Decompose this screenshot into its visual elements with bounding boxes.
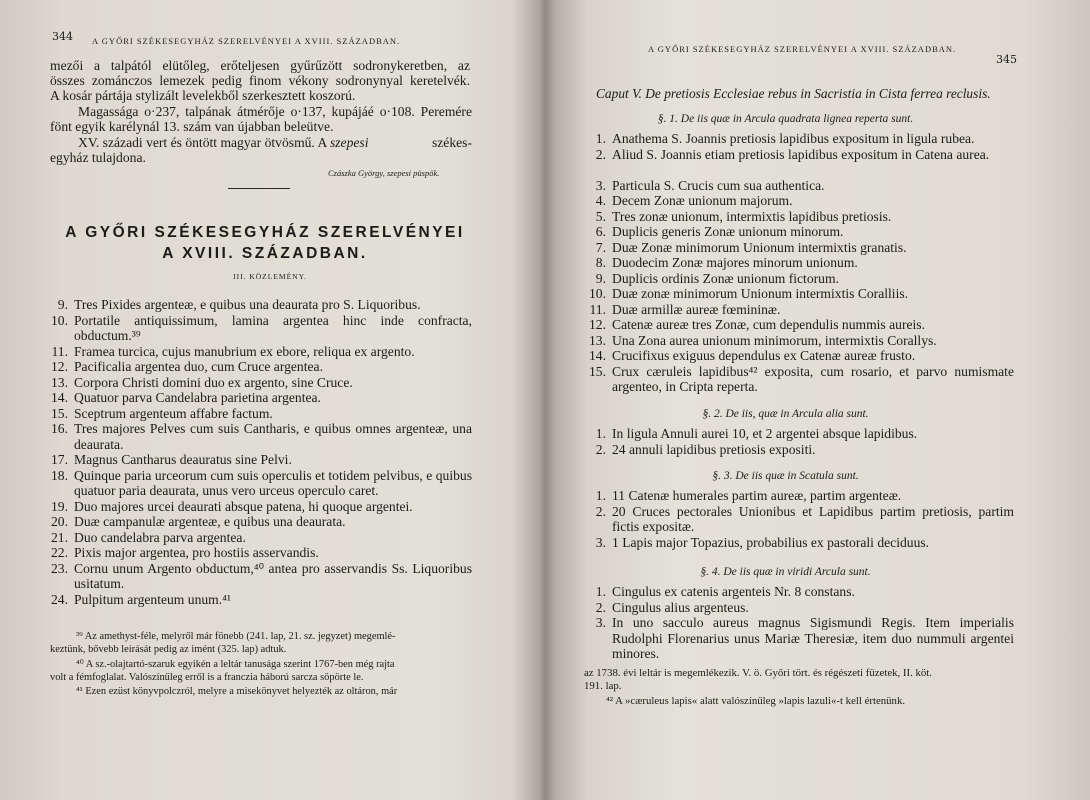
item-number: 23. (51, 560, 68, 576)
right-page (548, 0, 1090, 800)
footnote-line: 191. lap. (584, 680, 622, 692)
text-line: A kosár pártája stylizált levelekből szerkesztett koszorú. (50, 88, 356, 103)
running-head: A GYŐRI SZÉKESEGYHÁZ SZERELVÉNYEI A XVIII. SZÁZADBAN. (648, 44, 957, 54)
item-number: 1. (595, 584, 606, 599)
section-heading: §. 2. De iis, quæ in Arcula alia sunt. (702, 408, 869, 420)
text-segment: XV. századi vert és öntött magyar ötvösmű. A (78, 135, 327, 150)
item-text: Duæ zonæ minimorum Unionum intermixtis Coralliis. (612, 286, 909, 301)
text-line (78, 135, 472, 150)
item-number: 6. (595, 224, 606, 239)
item-number: 13. (51, 374, 68, 390)
item-text: Duodecim Zonæ majores minorum unionum. (612, 255, 858, 270)
item-text: In uno sacculo aureus magnus Sigismundi Regis. Item imperialis Rudolphi Florenarius unus Mariæ Theresiæ, item duo nummuli argentei minores. (612, 615, 1014, 661)
section-heading: §. 4. De iis quæ in viridi Arcula sunt. (700, 566, 871, 578)
item-text: Tres Pixides argenteæ, e quibus una deaurata pro S. Liquoribus. (74, 297, 421, 312)
item-number: 11. (589, 301, 606, 317)
item-number: 9. (595, 270, 606, 286)
item-text: Una Zona aurea unionum minimorum, intermixtis Corallys. (612, 332, 937, 348)
text-line: fönt egyik karélynál 13. szám van újabban beleütve. (50, 119, 334, 134)
item-number: 7. (595, 239, 606, 255)
item-text: Pacificalia argentea duo, cum Cruce argentea. (74, 359, 323, 374)
item-text: Duæ campanulæ argenteæ, e quibus una deaurata. (74, 514, 346, 529)
item-number: 4. (595, 193, 606, 208)
item-text: Duplicis ordinis Zonæ unionum fictorum. (612, 270, 839, 286)
footnote-line: ³⁹ Az amethyst-féle, melyről már fönebb (241. lap, 21. sz. jegyzet) megemlé- (76, 631, 396, 642)
item-text: Duæ armillæ aureæ fœmininæ. (612, 301, 781, 317)
item-text: Particula S. Crucis cum sua authentica. (612, 177, 825, 193)
item-number: 8. (595, 255, 606, 270)
text-line: mezői a talpától elütőleg, erőteljesen gyűrűzött sodronykeretben, az (50, 58, 470, 73)
item-number: 5. (595, 208, 606, 224)
item-text: Duo candelabra parva argentea. (74, 529, 246, 545)
page-number: 344 (52, 30, 73, 43)
item-number: 2. (595, 441, 606, 457)
item-number: 9. (57, 297, 68, 312)
item-text: In ligula Annuli aurei 10, et 2 argentei absque lapidibus. (612, 426, 918, 441)
item-number: 15. (589, 363, 606, 379)
footnote-line: ⁴² A »cæruleus lapis« alatt valószínűleg »lapis lazuli«-t kell értenünk. (606, 695, 906, 707)
item-text: Pixis major argentea, pro hostiis asservandis. (74, 545, 319, 560)
item-number: 3. (595, 534, 606, 550)
item-text: Framea turcica, cujus manubrium ex ebore, reliqua ex argento. (74, 343, 415, 359)
item-text: Duæ Zonæ minimorum Unionum intermixtis granatis. (612, 239, 907, 255)
item-number: 14. (51, 390, 68, 405)
item-number: 1. (595, 426, 606, 441)
item-number: 1. (595, 488, 606, 503)
item-text: Quinque paria urceorum cum suis operculis et totidem pelvibus, e quibus quatuor paria deaurata, unus vero urceus operculo caret. (74, 467, 472, 498)
footnote-line: ⁴⁰ A sz.-olajtartó-szaruk egyikén a leltár tanusága szerint 1767-ben még rajta (76, 659, 395, 670)
section-heading: §. 3. De iis quæ in Scatula sunt. (712, 470, 859, 482)
item-number: 10. (589, 286, 606, 301)
item-number: 18. (51, 467, 68, 483)
item-text: Cingulus ex catenis argenteis Nr. 8 constans. (612, 584, 855, 599)
item-number: 17. (51, 452, 68, 467)
item-number: 19. (51, 498, 68, 514)
item-number: 1. (595, 131, 606, 146)
item-number: 16. (51, 421, 68, 436)
item-number: 11. (51, 343, 68, 359)
text-line: Magassága o·237, talpának átmérője o·137, kupájáé o·108. Peremére (78, 104, 472, 119)
item-text: Tres majores Pelves cum suis Cantharis, e quibus omnes argenteæ, una deaurata. (74, 421, 472, 452)
signature: Czászka György, szepesi püspök. (328, 168, 440, 178)
article-title: A GYŐRI SZÉKESEGYHÁZ SZERELVÉNYEI (65, 224, 465, 241)
left-page (0, 0, 540, 800)
item-number: 24. (51, 591, 68, 607)
item-text: 24 annuli lapidibus pretiosis expositi. (612, 441, 816, 457)
footnote-line: volt a fémfoglalat. Valószínűleg erről is a francziа háború sarcza söpörte le. (50, 672, 364, 683)
article-title-line2: A XVIII. SZÁZADBAN. (162, 245, 368, 262)
item-text: Catenæ aureæ tres Zonæ, cum dependulis nummis aureis. (612, 317, 925, 332)
item-text: 1 Lapis major Topazius, probabilius ex pastorali deciduus. (612, 534, 930, 550)
item-number: 14. (589, 348, 606, 363)
item-number: 2. (595, 503, 606, 519)
item-number: 2. (595, 599, 606, 615)
item-text: Sceptrum argenteum affabre factum. (74, 405, 273, 421)
item-number: 3. (595, 615, 606, 630)
item-text: Crucifixus exiguus dependulus ex Catenæ aureæ frusto. (612, 348, 916, 363)
item-text: Crux cæruleis lapidibus⁴² exposita, cum rosario, et parvo numismate argenteo, in Cripta reperta. (612, 363, 1014, 394)
caput-heading: Caput V. De pretiosis Ecclesiae rebus in Sacristia in Cista ferrea reclusis. (596, 86, 991, 101)
item-text: Quatuor parva Candelabra parietina argentea. (74, 390, 321, 405)
item-number: 3. (595, 177, 606, 193)
item-number: 20. (51, 514, 68, 529)
text-line: összes zománczos lemezek pedig finom vékony sodronynyal keretelvék. (50, 73, 470, 88)
item-text: Cingulus alius argenteus. (612, 599, 749, 615)
page-number: 345 (996, 53, 1017, 66)
text-segment: székes- (431, 135, 472, 150)
item-text: Duo majores urcei deaurati absque patena, hi quoque argentei. (74, 498, 413, 514)
item-number: 2. (595, 146, 606, 162)
item-text: 11 Catenæ humerales partim aureæ, partim argenteæ. (612, 488, 902, 503)
footnote-line: keztünk, bővebb leírását pedig az imént (325. lap) adtuk. (50, 644, 287, 655)
item-text: Aliud S. Joannis etiam pretiosis lapidibus expositum in Catena aurea. (612, 146, 990, 162)
divider (228, 188, 290, 189)
item-text: 20 Cruces pectorales Unionibus et Lapidibus partim pretiosis, partim fictis expositæ. (612, 503, 1014, 534)
text-segment-italic: szepesi (329, 135, 369, 150)
section-heading: §. 1. De iis quæ in Arcula quadrata lignea reperta sunt. (657, 113, 914, 125)
item-text: Portatile antiquissimum, lamina argentea hinc inde confracta, obductum.³⁹ (74, 312, 472, 343)
footnote-line: ⁴¹ Ezen ezüst könyvpolczról, melyre a misekönyvet helyezték az oltáron, már (76, 686, 398, 697)
item-number: 13. (589, 332, 606, 348)
item-text: Magnus Cantharus deauratus sine Pelvi. (74, 452, 292, 467)
item-text: Cornu unum Argento obductum,⁴⁰ antea pro asservandis Ss. Liquoribus usitatum. (74, 560, 472, 591)
item-text: Corpora Christi domini duo ex argento, sine Cruce. (74, 374, 353, 390)
footnote-line: az 1738. évi leltár is megemlékezik. V. ö. Győri tört. és régészeti füzetek, II. köt. (584, 667, 932, 679)
item-text: Tres zonæ unionum, intermixtis lapidibus pretiosis. (612, 208, 892, 224)
item-number: 10. (51, 312, 68, 328)
item-text: Duplicis generis Zonæ unionum minorum. (612, 224, 844, 239)
item-number: 12. (51, 359, 68, 374)
running-head: A GYŐRI SZÉKESEGYHÁZ SZERELVÉNYEI A XVIII. SZÁZADBAN. (92, 36, 401, 46)
item-number: 22. (51, 545, 68, 560)
installment-label: III. KÖZLEMÉNY. (233, 272, 307, 281)
item-number: 21. (51, 529, 68, 545)
item-number: 15. (51, 405, 68, 421)
item-number: 12. (589, 317, 606, 332)
item-text: Anathema S. Joannis pretiosis lapidibus expositum in ligula rubea. (612, 131, 975, 146)
item-text: Decem Zonæ unionum majorum. (612, 193, 793, 208)
text-line: egyház tulajdona. (50, 150, 146, 165)
item-text: Pulpitum argenteum unum.⁴¹ (74, 591, 231, 607)
